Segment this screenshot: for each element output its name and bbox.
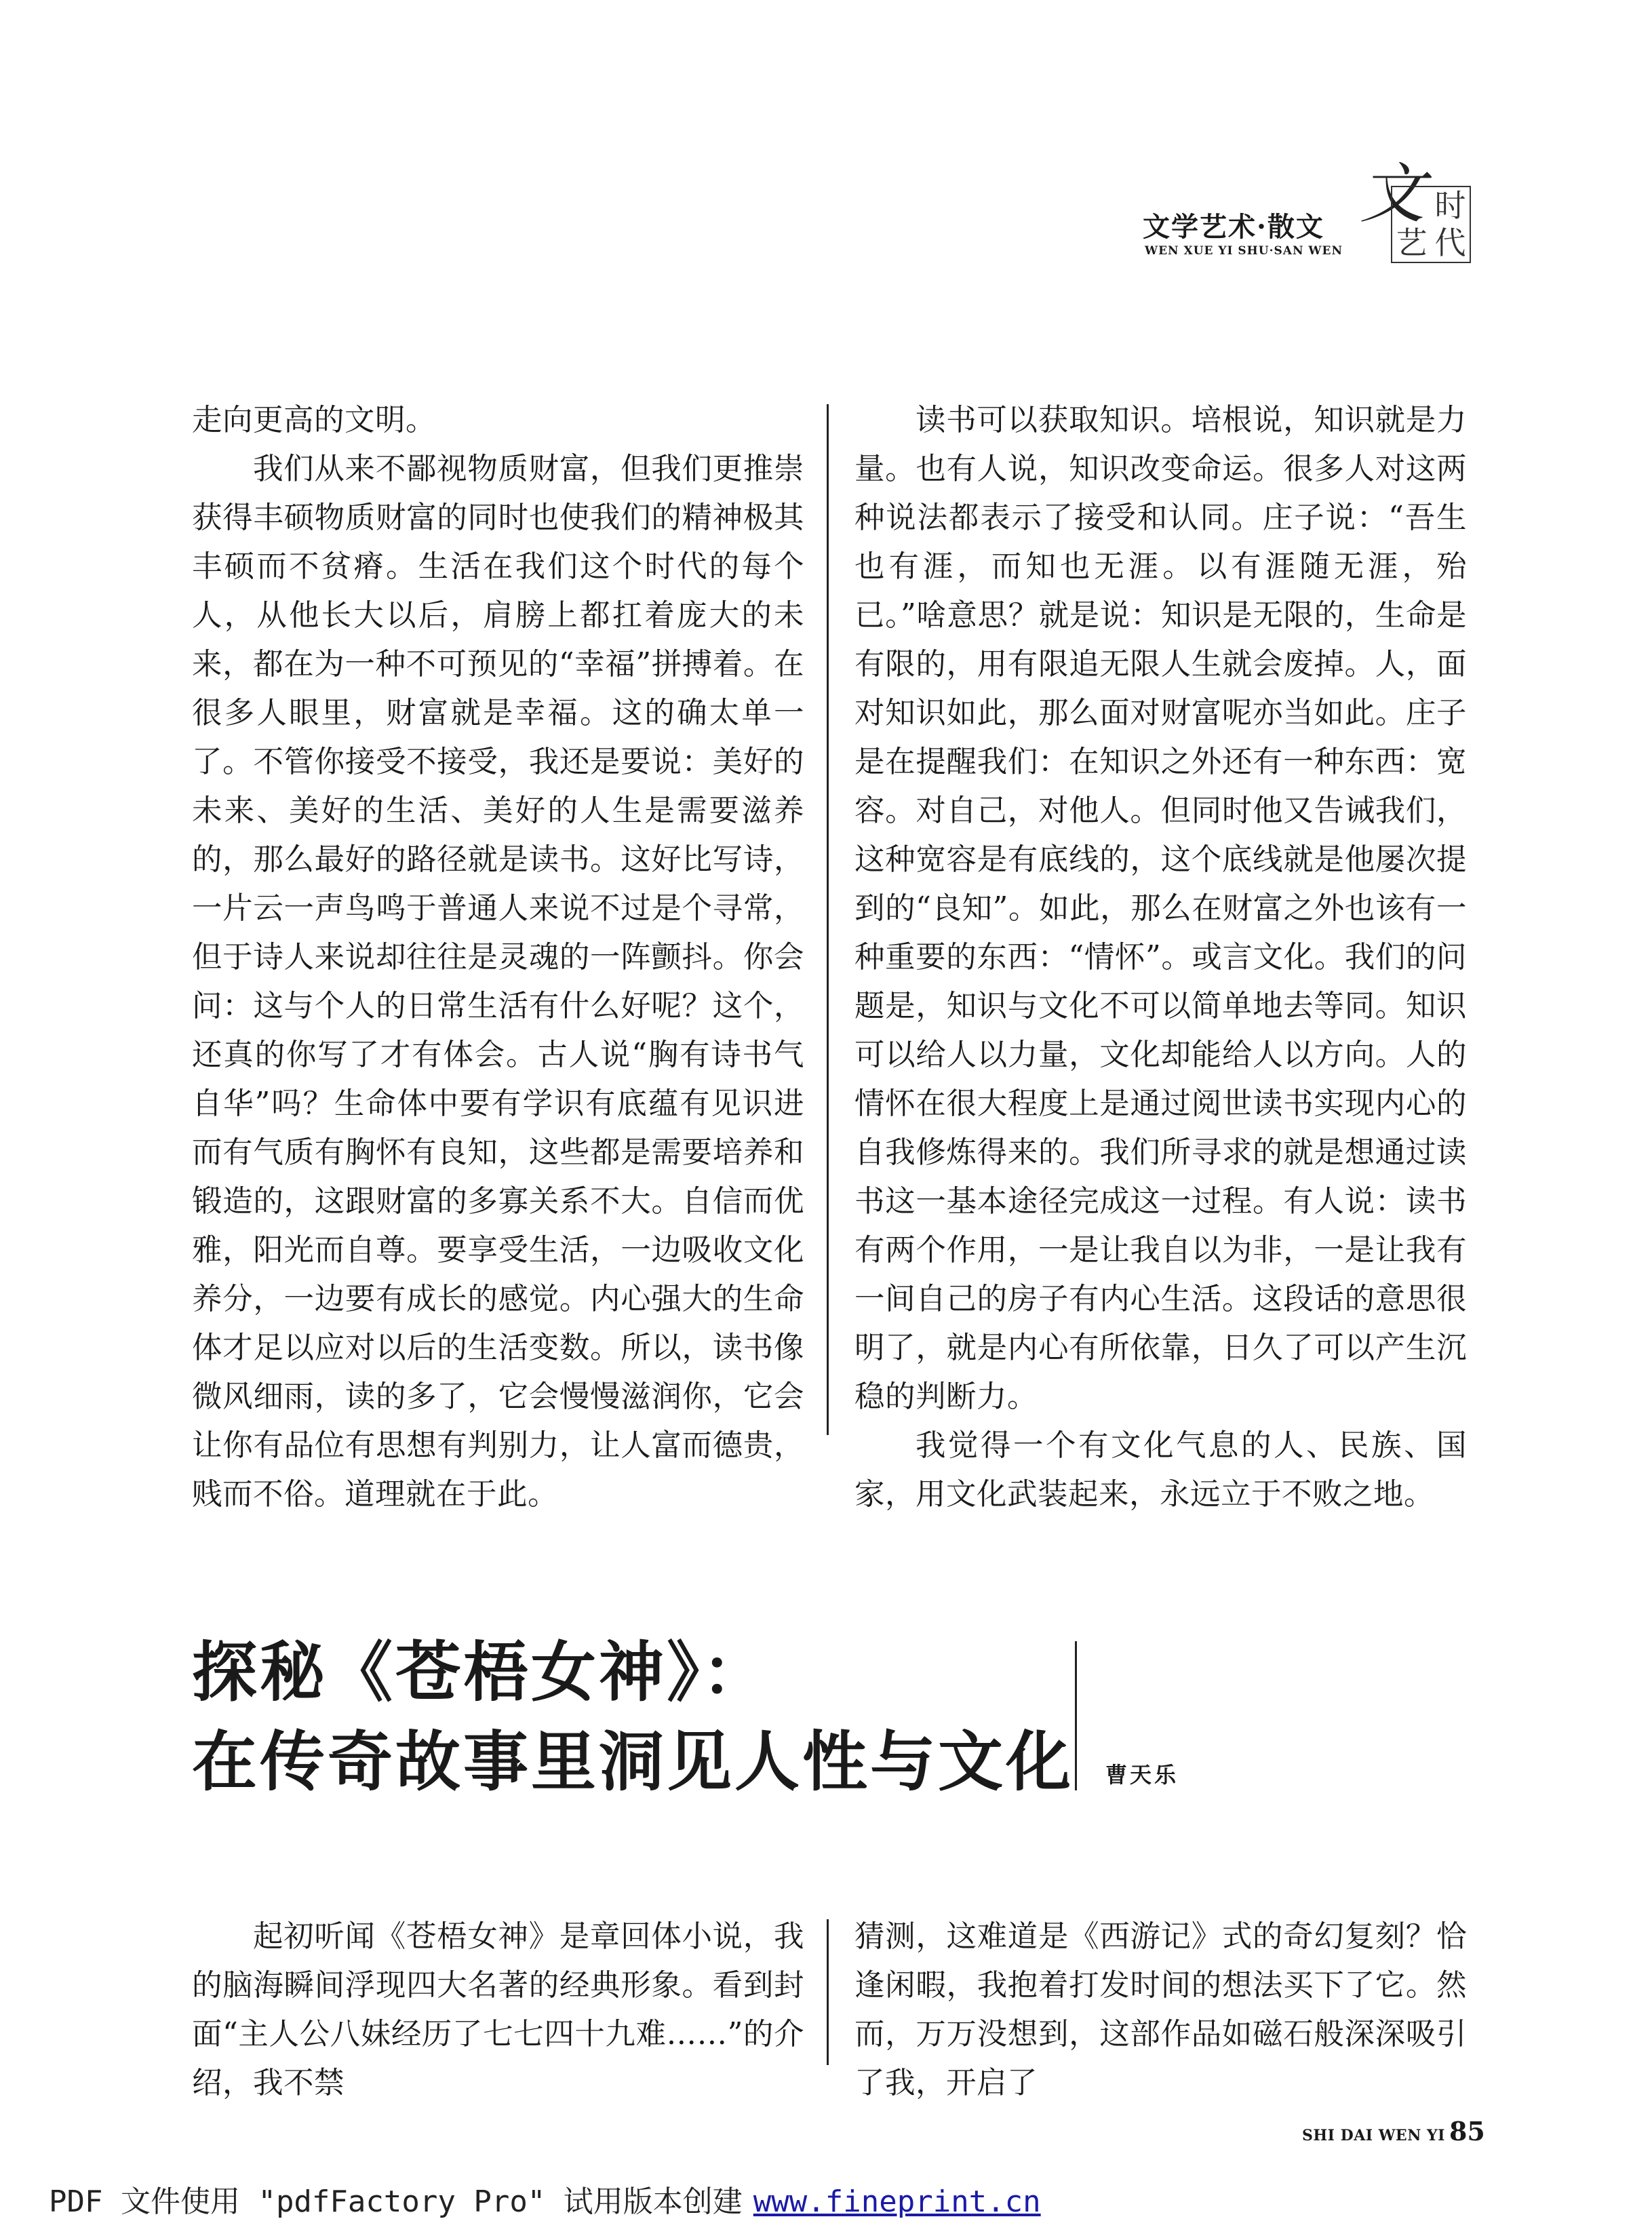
- page-folio: [1302, 2116, 1485, 2146]
- column-divider: [827, 1919, 829, 2065]
- magazine-logo: [1353, 157, 1475, 266]
- paragraph: 我觉得一个有文化气息的人、民族、国家，用文化武装起来，永远立于不败之地。: [854, 1428, 1467, 1512]
- title-divider: [1075, 1641, 1077, 1790]
- logo-char: [1392, 187, 1431, 224]
- magazine-pinyin: SHI DAI WEN YI: [1302, 2127, 1445, 2144]
- article-title: [192, 1628, 1074, 1807]
- prev-article-right-column: [854, 396, 1467, 1519]
- prev-article-left-column: [192, 396, 804, 1519]
- article-right-column: [854, 1912, 1467, 2108]
- logo-char: 艺: [1396, 224, 1428, 261]
- article-author: 曹天乐: [1105, 1762, 1179, 1788]
- page-number: 85: [1449, 2116, 1485, 2146]
- logo-big-char: 文: [1360, 156, 1425, 232]
- article-title-line: 在传奇故事里洞见人性与文化: [192, 1723, 1074, 1800]
- logo-char: 时: [1434, 187, 1466, 224]
- column-divider: [827, 404, 829, 1435]
- paragraph: 起初听闻《苍梧女神》是章回体小说，我的脑海瞬间浮现四大名著的经典形象。看到封面“主人公八妹经历了七七四十九难……”的介绍，我不禁: [192, 1919, 804, 2100]
- paragraph: 我们从来不鄙视物质财富，但我们更推崇获得丰硕物质财富的同时也使我们的精神极其丰硕而不贫瘠。生活在我们这个时代的每个人，从他长大以后，肩膀上都扛着庞大的未来，都在为一种不可预见的“幸福”拼搏着。在很多人眼里，财富就是幸福。这的确太单一了。不管你接受不接受，我还是要说：美好的未来、美好的生活、美好的人生是需要滋养的，那么最好的路径就是读书。这好比写诗，一片云一声鸟鸣于普通人来说不过是个寻常，但于诗人来说却往往是灵魂的一阵颤抖。你会问：这与个人的日常生活有什么好呢？这个，还真的你写了才有体会。古人说“胸有诗书气自华”吗？生命体中要有学识有底蕴有见识进而有气质有胸怀有良知，这些都是需要培养和锻造的，这跟财富的多寡关系不大。自信而优雅，阳光而自尊。要享受生活，一边吸收文化养分，一边要有成长的感觉。内心强大的生命体才足以应对以后的生活变数。所以，读书像微风细雨，读的多了，它会慢慢滋润你，它会让你有品位有思想有判别力，让人富而德贵，贱而不俗。道理就在于此。: [192, 452, 804, 1512]
- section-title: 文学艺术·散文: [1143, 211, 1324, 243]
- watermark-link[interactable]: www.fineprint.cn: [753, 2184, 1041, 2219]
- watermark-text: PDF 文件使用 "pdfFactory Pro" 试用版本创建: [49, 2184, 743, 2219]
- section-pinyin: WEN XUE YI SHU·SAN WEN: [1145, 244, 1343, 258]
- pdf-watermark: [49, 2177, 1041, 2220]
- paragraph: 走向更高的文明。: [192, 403, 437, 437]
- paragraph: 读书可以获取知识。培根说，知识就是力量。也有人说，知识改变命运。很多人对这两种说法都表示了接受和认同。庄子说：“吾生也有涯，而知也无涯。以有涯随无涯，殆已。”啥意思？就是说：知识是无限的，生命是有限的，用有限追无限人生就会废掉。人，面对知识如此，那么面对财富呢亦当如此。庄子是在提醒我们：在知识之外还有一种东西：宽容。对自己，对他人。但同时他又告诫我们，这种宽容是有底线的，这个底线就是他屡次提到的“良知”。如此，那么在财富之外也该有一种重要的东西：“情怀”。或言文化。我们的问题是，知识与文化不可以简单地去等同。知识可以给人以力量，文化却能给人以方向。人的情怀在很大程度上是通过阅世读书实现内心的自我修炼得来的。我们所寻求的就是想通过读书这一基本途径完成这一过程。有人说：读书有两个作用，一是让我自以为非，一是让我有一间自己的房子有内心生活。这段话的意思很明了，就是内心有所依靠，日久了可以产生沉稳的判断力。: [854, 403, 1467, 1414]
- logo-char: 代: [1434, 224, 1466, 261]
- article-title-line: 探秘《苍梧女神》：: [192, 1634, 770, 1710]
- paragraph: 猜测，这难道是《西游记》式的奇幻复刻？恰逢闲暇，我抱着打发时间的想法买下了它。然而，万万没想到，这部作品如磁石般深深吸引了我，开启了: [854, 1919, 1467, 2100]
- logo-grid: [1391, 186, 1471, 263]
- article-left-column: [192, 1912, 804, 2108]
